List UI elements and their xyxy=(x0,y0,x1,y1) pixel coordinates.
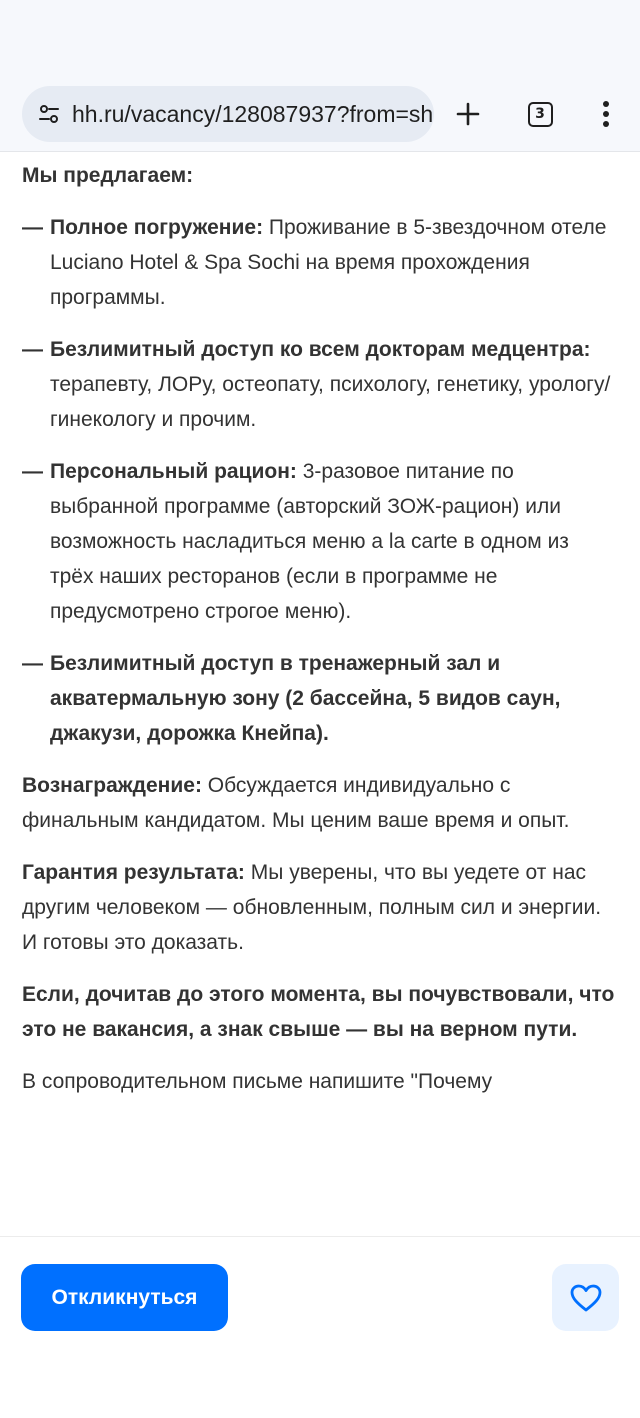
list-item xyxy=(22,646,618,751)
dash-bullet: — xyxy=(22,216,43,239)
item-title: Безлимитный доступ ко всем докторам медцентра: xyxy=(50,338,591,361)
item-title: Безлимитный доступ в тренажерный зал и акватермальную зону (2 бассейна, 5 видов саун, джакузи, дорожка Кнейпа). xyxy=(50,652,561,745)
item-text: терапевту, ЛОРу, остеопату, психологу, генетику, урологу/гинекологу и прочим. xyxy=(50,373,611,431)
item-title: Полное погружение: xyxy=(50,216,264,239)
item-text: 3-разовое питание по выбранной программе (авторский ЗОЖ-рацион) или возможность насладиться меню a la carte в одном из трёх наших ресторанов (если в программе не предусмотрено строгое меню). xyxy=(50,460,569,623)
address-bar[interactable] xyxy=(22,86,434,142)
dash-bullet: — xyxy=(22,338,43,361)
list-item xyxy=(22,210,618,315)
tab-switcher-button[interactable] xyxy=(518,92,562,136)
site-settings-icon[interactable] xyxy=(26,86,72,142)
reward-paragraph xyxy=(22,768,618,838)
dash-bullet: — xyxy=(22,460,43,483)
browser-menu-button[interactable] xyxy=(584,92,628,136)
guarantee-paragraph xyxy=(22,855,618,960)
vacancy-description xyxy=(0,152,640,1236)
tab-count: 3 xyxy=(528,102,553,127)
list-item xyxy=(22,332,618,437)
apply-button[interactable]: Откликнуться xyxy=(21,1264,228,1331)
reward-text: Обсуждается индивидуально с финальным кандидатом. Мы ценим ваше время и опыт. xyxy=(22,774,570,832)
more-vert-icon xyxy=(602,100,610,128)
heart-icon xyxy=(569,1283,603,1313)
status-bar xyxy=(0,0,640,78)
bottom-action-bar xyxy=(0,1236,640,1418)
new-tab-button[interactable] xyxy=(446,92,490,136)
list-item xyxy=(22,454,618,629)
closing-paragraph: Если, дочитав до этого момента, вы почувствовали, что это не вакансия, а знак свыше — вы на верном пути. xyxy=(22,983,615,1041)
dash-bullet: — xyxy=(22,652,43,675)
browser-toolbar xyxy=(0,78,640,152)
favorite-button[interactable] xyxy=(552,1264,619,1331)
url-text: hh.ru/vacancy/128087937?from=sh xyxy=(72,100,434,127)
guarantee-text: Мы уверены, что вы уедете от нас другим человеком — обновленным, полным сил и энергии. И готовы это доказать. xyxy=(22,861,602,954)
item-title: Персональный рацион: xyxy=(50,460,297,483)
reward-title: Вознаграждение: xyxy=(22,774,202,797)
item-text: Проживание в 5-звездочном отеле Luciano Hotel & Spa Sochi на время прохождения программы. xyxy=(50,216,607,309)
guarantee-title: Гарантия результата: xyxy=(22,861,245,884)
plus-icon xyxy=(455,101,481,127)
offer-heading: Мы предлагаем: xyxy=(22,164,194,187)
cover-letter-paragraph: В сопроводительном письме напишите "Почему xyxy=(22,1070,493,1093)
